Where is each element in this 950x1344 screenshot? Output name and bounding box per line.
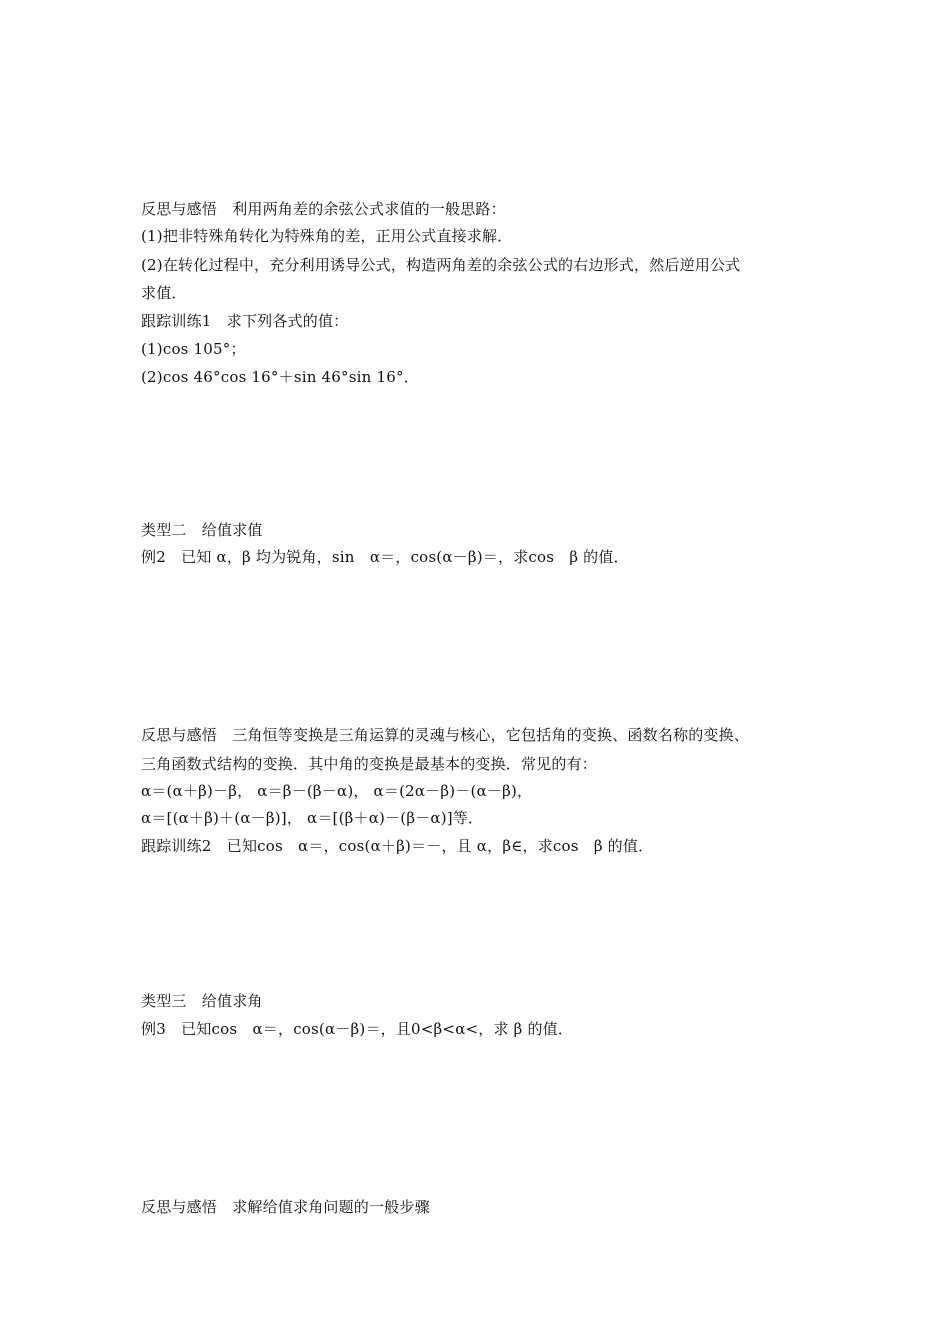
formula-line-2: α＝[(α＋β)＋(α－β)]， α＝[(β＋α)－(β－α)]等． [141,809,484,827]
example-3: 例3 已知cos α＝，cos(α－β)＝，且0<β<α<，求 β 的值． [141,1020,574,1038]
reflection-3: 反思与感悟 求解给值求角问题的一般步骤 [141,1198,430,1216]
practice-1-item-2: (2)cos 46°cos 16°＋sin 46°sin 16°． [141,368,419,386]
reflection-point-1: (1)把非特殊角转化为特殊角的差，正用公式直接求解． [141,227,513,245]
practice-2: 跟踪训练2 已知cos α＝，cos(α＋β)＝－，且 α，β∈，求cos β 的值． [141,837,654,855]
practice-1-item-1: (1)cos 105°； [141,340,246,358]
type-2-heading: 类型二 给值求值 [141,521,263,539]
example-2: 例2 已知 α，β 均为锐角，sin α＝，cos(α－β)＝，求cos β 的值． [141,548,629,566]
reflection-2a: 反思与感悟 三角恒等变换是三角运算的灵魂与核心，它包括角的变换、函数名称的变换、 [141,726,750,744]
formula-line-1: α＝(α＋β)－β， α＝β－(β－α)， α＝(2α－β)－(α－β)， [141,782,533,800]
reflection-point-2a: (2)在转化过程中，充分利用诱导公式，构造两角差的余弦公式的右边形式，然后逆用公式 [141,256,741,274]
type-3-heading: 类型三 给值求角 [141,992,263,1010]
practice-heading-1: 跟踪训练1 求下列各式的值： [141,312,349,330]
reflection-heading-1: 反思与感悟 利用两角差的余弦公式求值的一般思路： [141,200,506,218]
reflection-point-2b: 求值． [141,284,187,302]
reflection-2b: 三角函数式结构的变换．其中角的变换是最基本的变换．常见的有： [141,755,598,773]
